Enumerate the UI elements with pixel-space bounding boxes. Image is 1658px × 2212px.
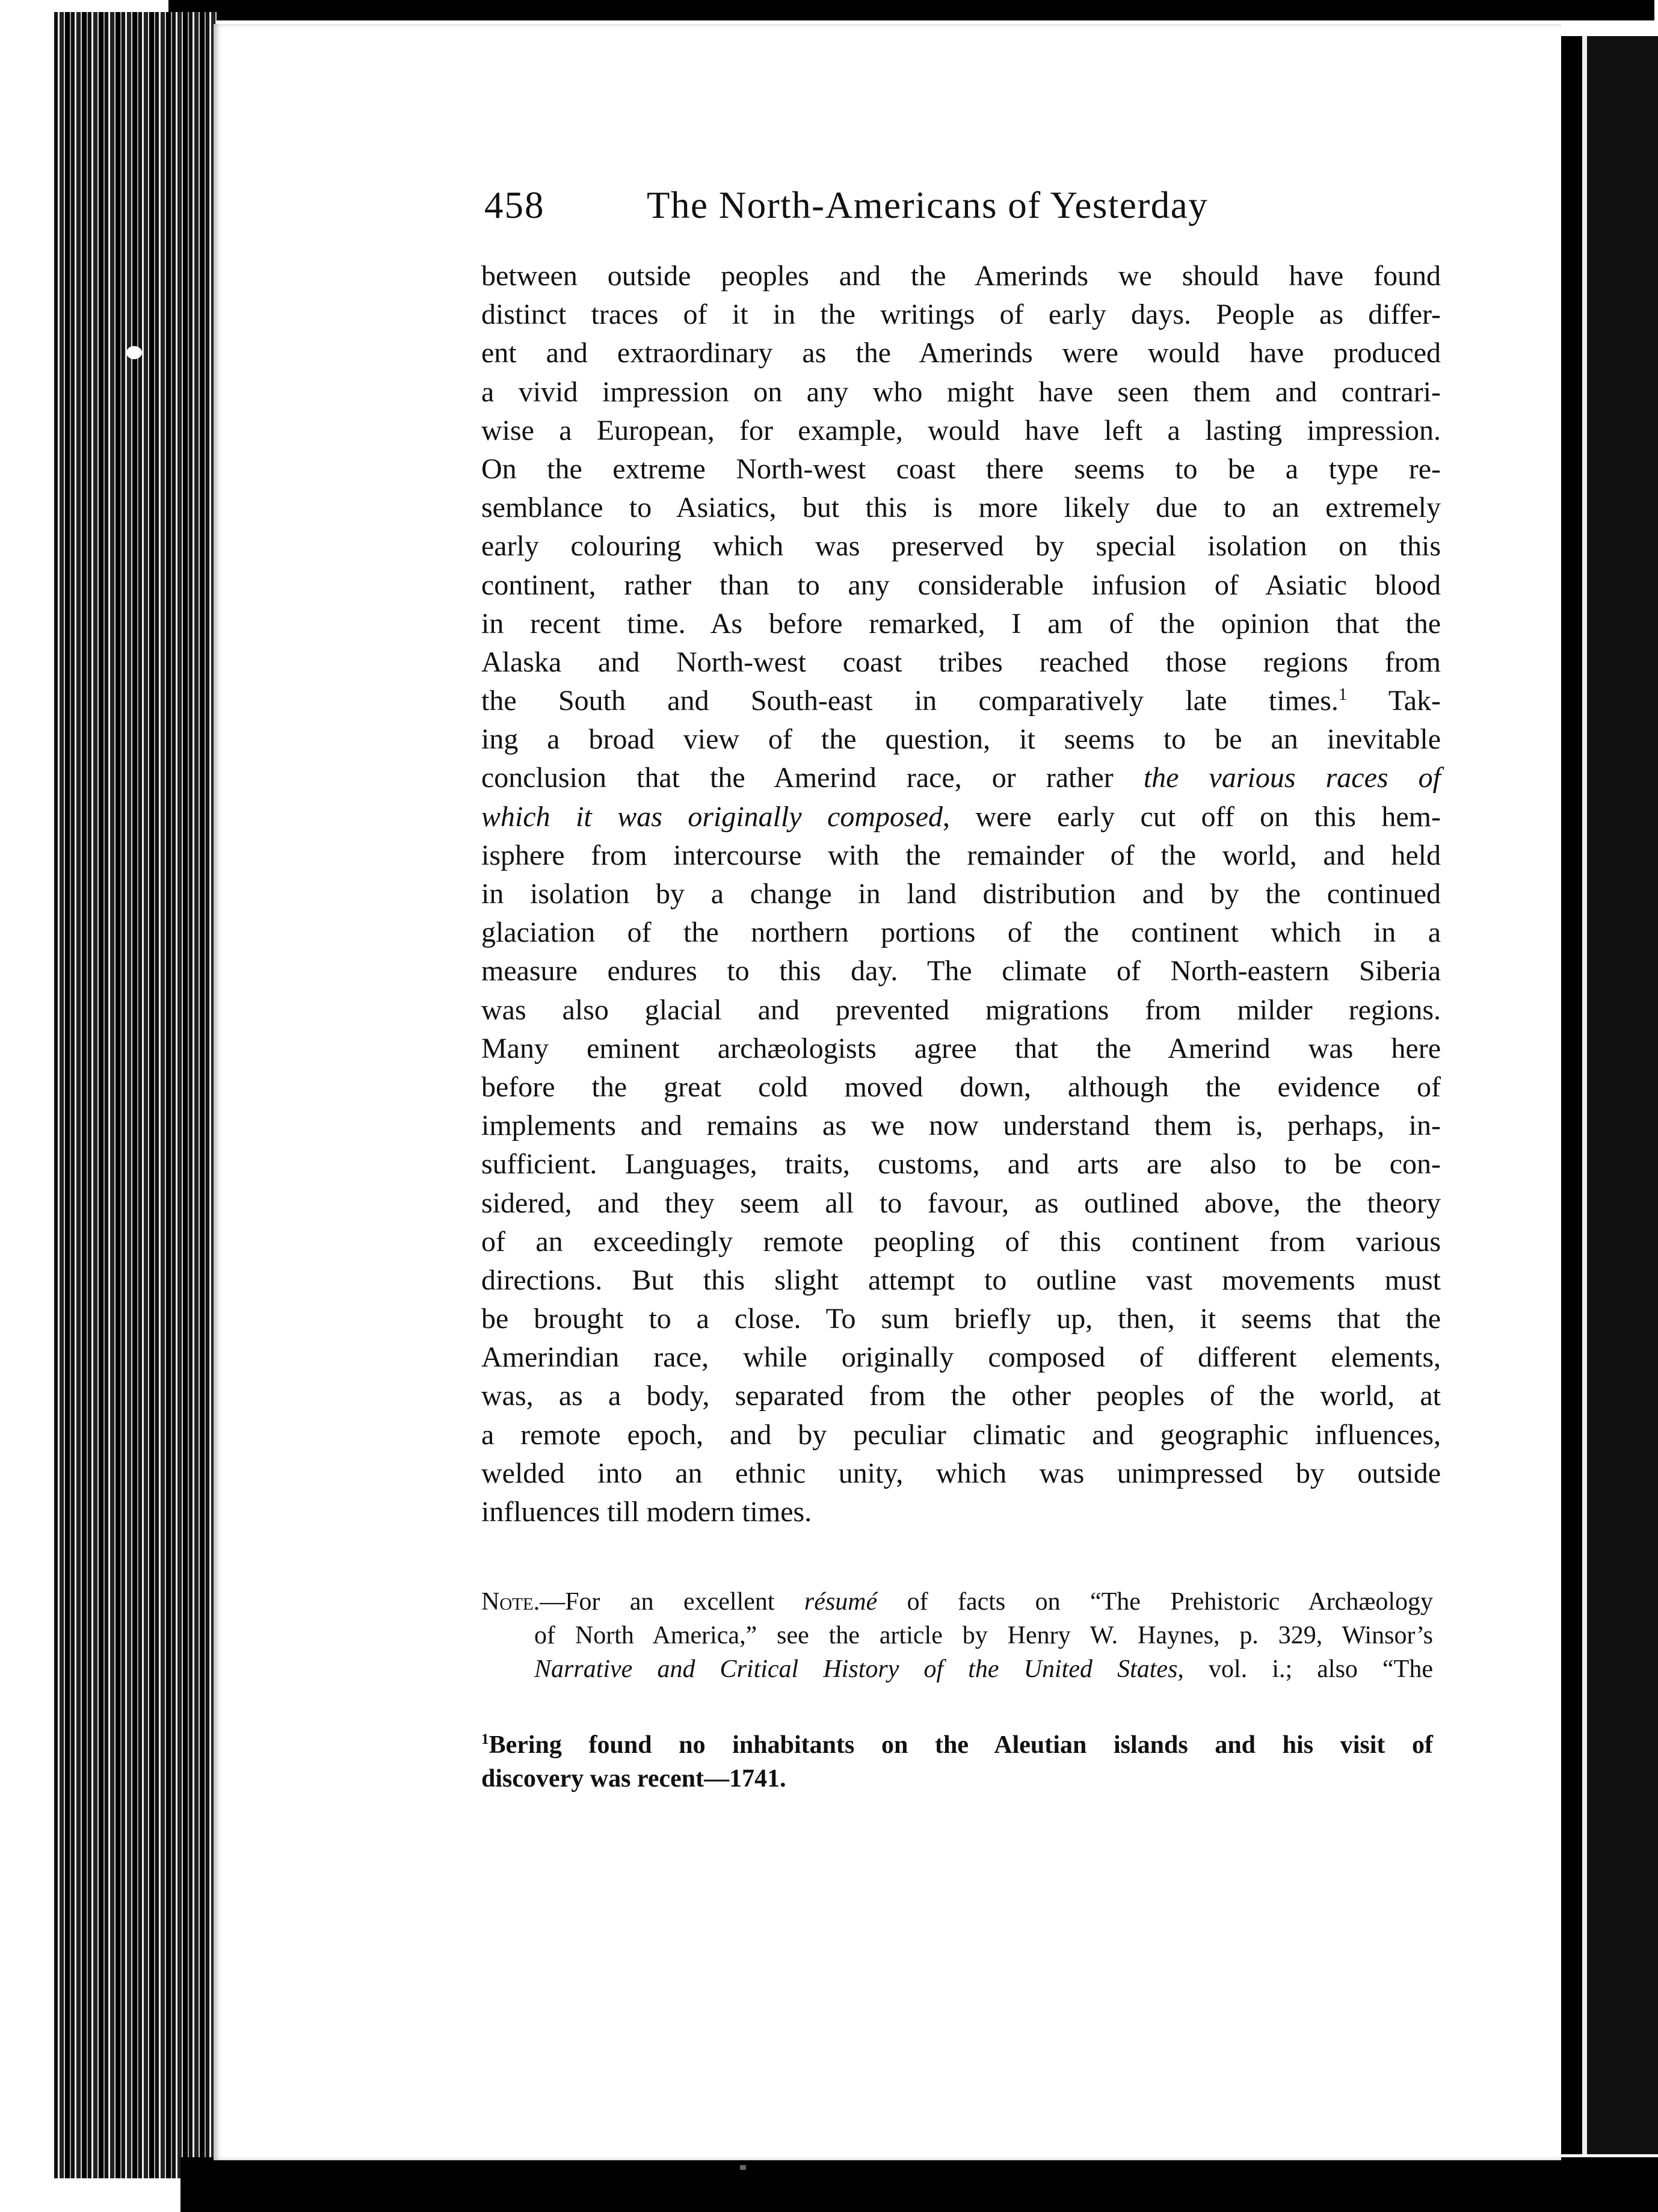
margin-mark — [126, 346, 142, 359]
text-line: Many eminent archæologists agree that the Amerind was here — [481, 1032, 1441, 1064]
book-page-edges — [54, 12, 217, 2178]
text-line — [481, 759, 1441, 797]
text-segment: Bering found no inhabitants on the Aleutian islands and his visit of — [488, 1731, 1433, 1759]
text-line: Alaska and North-west coast tribes reached those regions from — [481, 646, 1441, 678]
text-line: ent and extraordinary as the Amerinds were would have produced — [481, 337, 1441, 369]
italic-title: Narrative and Critical History of the United States — [534, 1655, 1178, 1683]
text-line: wise a European, for example, would have left a lasting impression. — [481, 414, 1441, 446]
book-bottom-edge — [180, 2157, 1658, 2212]
text-segment: of facts on “The Prehistoric Archæology — [877, 1588, 1433, 1616]
text-line: early colouring which was preserved by special isolation on this — [481, 530, 1441, 563]
footnote-line: discovery was recent—1741. — [481, 1765, 786, 1793]
scan-speck — [740, 2165, 746, 2170]
text-line: welded into an ethnic unity, which was unimpressed by outside — [481, 1457, 1441, 1489]
footnote-marker: 1 — [481, 1731, 489, 1747]
text-line: Amerindian race, while originally composed of different elements, — [481, 1341, 1441, 1374]
text-line: between outside peoples and the Amerinds we should have found — [481, 260, 1441, 292]
note-line: of North America,” see the article by Henry W. Haynes, p. 329, Winsor’s — [534, 1622, 1433, 1649]
text-line: implements and remains as we now understand them is, perhaps, in- — [481, 1110, 1441, 1142]
text-line: a remote epoch, and by peculiar climatic and geographic influences, — [481, 1418, 1441, 1451]
text-segment: , vol. i.; also “The — [1177, 1655, 1433, 1683]
note-line — [481, 1652, 1433, 1686]
text-line: glaciation of the northern portions of the continent which in a — [481, 916, 1441, 949]
text-line: ing a broad view of the question, it seems to be an inevitable — [481, 723, 1441, 756]
book-top-edge — [168, 0, 1654, 20]
text-line: sidered, and they seem all to favour, as outlined above, the theory — [481, 1187, 1441, 1219]
text-line: On the extreme North-west coast there seems to be a type re- — [481, 453, 1441, 485]
text-segment: , were early cut off on this hem- — [943, 800, 1441, 833]
italic-phrase: which it was originally composed — [481, 800, 943, 833]
text-segment: Tak- — [1347, 685, 1441, 717]
text-segment: the South and South-east in comparatively late times. — [481, 685, 1339, 717]
footnote-reference[interactable]: 1 — [1338, 685, 1348, 705]
text-line: influences till modern times. — [481, 1496, 812, 1528]
text-line: directions. But this slight attempt to outline vast movements must — [481, 1264, 1441, 1296]
text-line: measure endures to this day. The climate of North-eastern Siberia — [481, 955, 1441, 987]
note-label: Note. — [481, 1588, 540, 1616]
page-number: 458 — [484, 184, 545, 226]
footnote — [481, 1728, 1433, 1796]
text-line: in recent time. As before remarked, I am of the opinion that the — [481, 607, 1441, 640]
text-segment: —For an excellent — [540, 1588, 804, 1616]
text-line: a vivid impression on any who might have seen them and contrari- — [481, 375, 1441, 408]
text-line: semblance to Asiatics, but this is more likely due to an extremely — [481, 492, 1441, 524]
text-line: was, as a body, separated from the other peoples of the world, at — [481, 1380, 1441, 1412]
note-line — [481, 1585, 1433, 1619]
book-right-edge — [1558, 36, 1658, 2154]
running-title: The North-Americans of Yesterday — [647, 184, 1209, 226]
text-line: distinct traces of it in the writings of early days. People as differ- — [481, 298, 1441, 331]
italic-phrase: the various races of — [1143, 762, 1441, 794]
text-line: sufficient. Languages, traits, customs, and arts are also to be con- — [481, 1148, 1441, 1181]
text-line: was also glacial and prevented migrations from milder regions. — [481, 993, 1441, 1026]
text-line: before the great cold moved down, although the evidence of — [481, 1070, 1441, 1103]
note-block — [481, 1585, 1433, 1686]
italic-phrase: résumé — [804, 1588, 878, 1616]
footnote-line — [481, 1728, 1433, 1762]
text-line — [481, 798, 1441, 836]
body-paragraph — [481, 257, 1441, 1531]
text-line: of an exceedingly remote peopling of this continent from various — [481, 1225, 1441, 1258]
text-line: continent, rather than to any considerable infusion of Asiatic blood — [481, 569, 1441, 601]
text-line: be brought to a close. To sum briefly up, then, it seems that the — [481, 1303, 1441, 1335]
text-line: in isolation by a change in land distribution and by the continued — [481, 878, 1441, 910]
text-line: isphere from intercourse with the remainder of the world, and held — [481, 839, 1441, 871]
page-header — [484, 184, 1278, 238]
text-line — [481, 682, 1441, 720]
text-segment: conclusion that the Amerind race, or rather — [481, 762, 1114, 794]
